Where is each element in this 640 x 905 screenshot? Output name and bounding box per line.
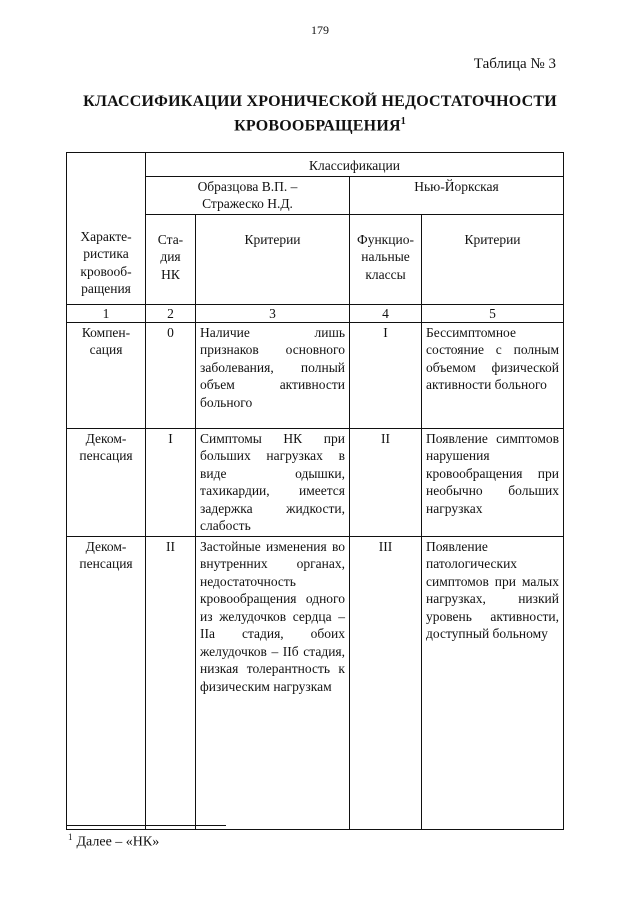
title-footnote-mark: 1 <box>400 116 406 127</box>
header-fclass-line: Функцио- <box>357 231 414 247</box>
cell-characteristic-line: Деком- <box>85 430 127 446</box>
cell-functional-class: I <box>350 322 422 428</box>
column-number-row <box>67 304 564 322</box>
header-system-obraztsova <box>146 176 350 214</box>
header-system-line: Образцова В.П. – <box>197 178 298 194</box>
footnote <box>68 832 159 851</box>
header-stage-line: дия <box>160 249 181 264</box>
cell-characteristic-line: пенсация <box>79 556 133 571</box>
cell-criteria-2: Бессимптомное состояние с полным объемом физической активности больного <box>422 322 564 428</box>
page-title <box>60 92 580 136</box>
column-number: 1 <box>67 304 146 322</box>
cell-criteria-1: Симптомы НК при больших нагрузках в виде одышки, тахикардии, имеется задержка жидкости, слабость <box>196 428 350 536</box>
cell-criteria-1: Застойные изменения во внутренних органах, недостаточность кровообращения одного из желудочков сердца – IIа стадия, обоих желудочков – IIб стадия, низкая толерантность к физическим нагрузкам <box>196 536 350 829</box>
cell-stage: II <box>146 536 196 829</box>
header-characteristic <box>67 153 146 305</box>
cell-characteristic <box>67 428 146 536</box>
cell-stage: 0 <box>146 322 196 428</box>
header-stage-line: Ста- <box>157 231 184 247</box>
cell-characteristic-line: сация <box>89 342 123 357</box>
header-functional-classes <box>350 214 422 304</box>
cell-criteria-2: Появление симптомов нарушения кровообращения при необычно больших нагрузках <box>422 428 564 536</box>
footnote-mark: 1 <box>68 832 73 842</box>
table-label: Таблица № 3 <box>473 56 556 72</box>
page-number: 179 <box>311 23 329 37</box>
footnote-separator <box>66 825 226 826</box>
column-number: 4 <box>350 304 422 322</box>
cell-functional-class: II <box>350 428 422 536</box>
cell-characteristic-line: Компен- <box>81 324 131 340</box>
cell-characteristic-line: Деком- <box>85 538 127 554</box>
header-fclass-line: классы <box>365 266 406 282</box>
footnote-text: Далее – «НК» <box>76 834 160 850</box>
header-stage <box>146 214 196 304</box>
header-criteria-1: Критерии <box>196 214 350 304</box>
column-number: 5 <box>422 304 564 322</box>
cell-criteria-2: Появление патологических симптомов при малых нагрузках, низкий уровень активности, доступный больному <box>422 536 564 829</box>
header-characteristic-line: кровооб- <box>80 263 132 279</box>
header-stage-line: НК <box>161 266 180 282</box>
table-row <box>67 536 564 829</box>
header-criteria-2: Критерии <box>422 214 564 304</box>
cell-characteristic-line: пенсация <box>79 448 133 463</box>
header-characteristic-line: ристика <box>83 246 129 261</box>
header-characteristic-line: ращения <box>81 281 131 296</box>
title-line-1: КЛАССИФИКАЦИИ ХРОНИЧЕСКОЙ НЕДОСТАТОЧНОСТИ <box>83 93 557 110</box>
cell-characteristic <box>67 322 146 428</box>
column-number: 3 <box>196 304 350 322</box>
header-characteristic-line: Характе- <box>80 228 132 244</box>
cell-stage: I <box>146 428 196 536</box>
header-system-newyork: Нью-Йоркская <box>350 176 564 214</box>
table-row <box>67 428 564 536</box>
cell-criteria-1: Наличие лишь признаков основного заболевания, полный объем активности больного <box>196 322 350 428</box>
cell-characteristic <box>67 536 146 829</box>
title-line-2-text: КРОВООБРАЩЕНИЯ <box>234 117 401 135</box>
column-number: 2 <box>146 304 196 322</box>
header-system-line: Стражеско Н.Д. <box>202 196 293 211</box>
cell-functional-class: III <box>350 536 422 829</box>
classification-table <box>66 152 564 830</box>
title-line-2 <box>60 112 580 136</box>
header-fclass-line: нальные <box>361 249 410 264</box>
header-row-group <box>67 153 564 177</box>
table-row <box>67 322 564 428</box>
header-classifications: Классификации <box>146 153 564 177</box>
